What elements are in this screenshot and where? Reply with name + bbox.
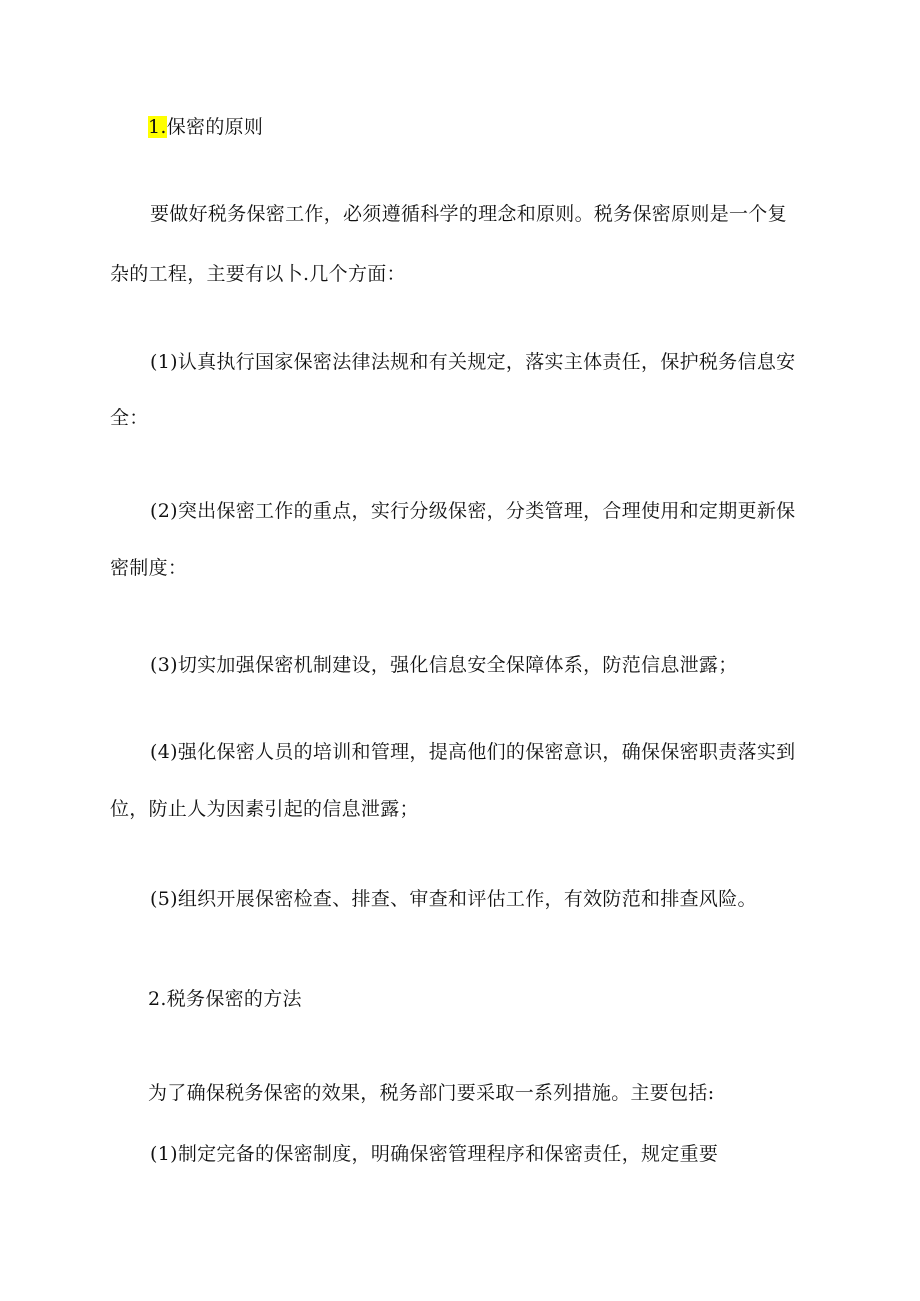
- method-1-line-1: (1)制定完备的保密制度，明确保密管理程序和保密责任，规定重要: [150, 1143, 719, 1165]
- heading-text: 保密的原则: [166, 116, 264, 138]
- principle-5-line-1: (5)组织开展保密检查、排查、审查和评估工作，有效防范和排查风险。: [150, 888, 757, 910]
- principle-1-line-2: 全：: [110, 407, 149, 429]
- methods-intro: 为了确保税务保密的效果，税务部门要采取一系列措施。主要包括:: [148, 1082, 715, 1104]
- principle-4-line-1: (4)强化保密人员的培训和管理，提高他们的保密意识，确保保密职责落实到: [150, 741, 796, 763]
- principle-3-line-1: (3)切实加强保密机制建设，强化信息安全保障体系，防范信息泄露；: [150, 654, 738, 676]
- heading-number-highlight: 1.: [148, 116, 167, 138]
- heading-section-2: 2.税务保密的方法: [148, 988, 302, 1010]
- principle-4-line-2: 位，防止人为因素引起的信息泄露；: [110, 798, 419, 820]
- principle-2-line-2: 密制度：: [110, 557, 188, 579]
- heading-section-1: [148, 115, 263, 139]
- principle-2-line-1: (2)突出保密工作的重点，实行分级保密，分类管理，合理使用和定期更新保: [150, 500, 796, 522]
- intro-line-1: 要做好税务保密工作，必须遵循科学的理念和原则。税务保密原则是一个复: [150, 203, 787, 225]
- principle-1-line-1: (1)认真执行国家保密法律法规和有关规定，落实主体责任，保护税务信息安: [150, 351, 796, 373]
- intro-line-2: 杂的工程，主要有以卜.几个方面：: [110, 263, 406, 285]
